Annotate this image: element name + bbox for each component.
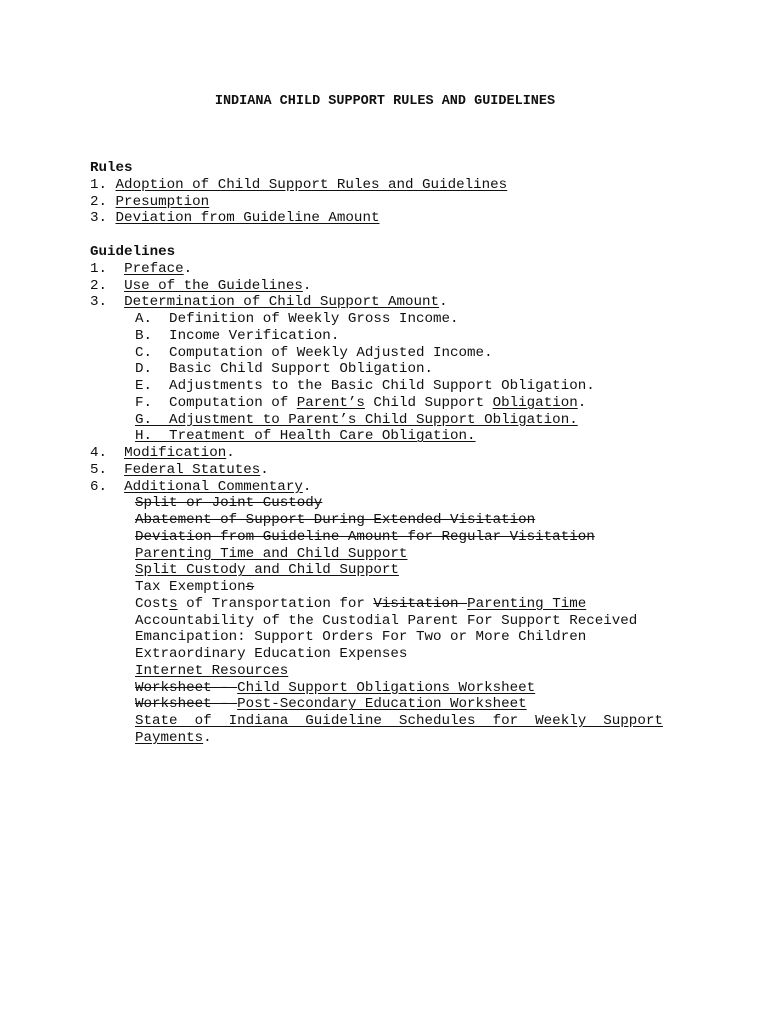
punct: . bbox=[226, 445, 235, 461]
rule-item bbox=[90, 210, 507, 227]
rule-link[interactable]: Adoption of Child Support Rules and Guidelines bbox=[115, 176, 508, 193]
commentary-item bbox=[90, 696, 663, 713]
commentary-item bbox=[90, 512, 663, 529]
deleted-text: Abatement of Support During Extended Visitation bbox=[135, 512, 536, 528]
deleted-text: s bbox=[245, 579, 255, 595]
commentary-item bbox=[90, 663, 663, 680]
guideline-link[interactable]: Preface bbox=[124, 260, 184, 277]
rules-section bbox=[90, 160, 507, 227]
inserted-text: s bbox=[169, 595, 178, 612]
guideline-link[interactable]: Use of the Guidelines bbox=[124, 277, 303, 294]
subsection-item bbox=[90, 412, 663, 429]
commentary-text: Tax Exemption bbox=[135, 579, 246, 595]
commentary-item bbox=[90, 596, 663, 613]
rules-heading: Rules bbox=[90, 160, 133, 176]
deleted-text: Worksheet - bbox=[135, 696, 238, 713]
guideline-link[interactable]: Federal Statutes bbox=[124, 461, 261, 478]
guideline-number: 1. bbox=[90, 260, 125, 277]
guideline-item bbox=[90, 278, 663, 295]
rule-number: 3. bbox=[90, 210, 116, 227]
punct: . bbox=[302, 277, 312, 294]
guideline-link[interactable]: Determination of Child Support Amount bbox=[124, 294, 440, 311]
guideline-number: 2. bbox=[90, 277, 125, 294]
commentary-item: Accountability of the Custodial Parent For Support Received bbox=[135, 612, 638, 629]
subsection-item: B. Income Verification. bbox=[135, 327, 340, 344]
deleted-text: Visitation bbox=[373, 595, 468, 612]
commentary-text: of Transportation for bbox=[177, 595, 374, 612]
punct: . bbox=[439, 294, 448, 311]
subsection-item: C. Computation of Weekly Adjusted Income. bbox=[135, 344, 493, 361]
subsection-item: D. Basic Child Support Obligation. bbox=[135, 361, 433, 378]
commentary-link[interactable]: Internet Resources bbox=[135, 662, 289, 679]
subsection-item bbox=[90, 395, 663, 412]
rule-item bbox=[90, 177, 507, 194]
commentary-item bbox=[90, 713, 663, 730]
rule-number: 2. bbox=[90, 193, 116, 210]
commentary-link[interactable]: Post-Secondary Education Worksheet bbox=[237, 696, 527, 713]
document-title: INDIANA CHILD SUPPORT RULES AND GUIDELINES bbox=[214, 94, 556, 109]
inserted-text: Parent’s bbox=[296, 394, 365, 411]
commentary-item bbox=[90, 680, 663, 697]
guideline-link[interactable]: Modification bbox=[124, 445, 227, 461]
guideline-link[interactable]: Additional Commentary bbox=[124, 478, 303, 495]
deleted-text: Split or Joint Custody bbox=[135, 495, 323, 512]
guidelines-section bbox=[90, 244, 663, 747]
punct: . bbox=[203, 729, 212, 746]
punct: . bbox=[183, 260, 193, 277]
rule-link[interactable]: Deviation from Guideline Amount bbox=[115, 210, 380, 227]
commentary-item bbox=[90, 562, 663, 579]
commentary-text: Cost bbox=[135, 595, 170, 612]
subsection-item: E. Adjustments to the Basic Child Support Obligation. bbox=[135, 378, 595, 394]
guideline-item bbox=[90, 294, 663, 311]
commentary-link[interactable]: Payments bbox=[135, 729, 204, 746]
guideline-number: 3. bbox=[90, 294, 125, 311]
deleted-text: Worksheet - bbox=[135, 679, 238, 696]
guideline-number: 6. bbox=[90, 478, 125, 495]
commentary-link[interactable]: Split Custody and Child Support bbox=[135, 562, 399, 579]
commentary-item bbox=[90, 730, 663, 747]
commentary-item bbox=[90, 579, 663, 596]
subsection-text: F. Computation of bbox=[135, 394, 297, 411]
guideline-item bbox=[90, 445, 663, 462]
commentary-item: Extraordinary Education Expenses bbox=[135, 646, 408, 662]
commentary-item: Emancipation: Support Orders For Two or More Children bbox=[135, 629, 587, 646]
punct: . bbox=[577, 394, 587, 411]
subsection-text: Child Support bbox=[364, 394, 493, 411]
commentary-link[interactable]: Parenting Time and Child Support bbox=[135, 545, 408, 562]
rule-link[interactable]: Presumption bbox=[115, 193, 210, 210]
subsection-link[interactable]: G. Adjustment to Parent’s Child Support Obligation. bbox=[135, 411, 578, 428]
commentary-link[interactable]: State of Indiana Guideline Schedules for Weekly Support bbox=[135, 713, 663, 729]
rule-item bbox=[90, 194, 507, 211]
guideline-number: 5. bbox=[90, 461, 125, 478]
punct: . bbox=[302, 478, 312, 495]
punct: . bbox=[260, 461, 269, 478]
guideline-item bbox=[90, 261, 663, 278]
inserted-text: Obligation bbox=[492, 394, 578, 411]
guidelines-heading: Guidelines bbox=[90, 244, 176, 260]
guideline-number: 4. bbox=[90, 445, 125, 461]
commentary-link[interactable]: Child Support Obligations Worksheet bbox=[237, 679, 536, 696]
guideline-item bbox=[90, 479, 663, 496]
rule-number: 1. bbox=[90, 176, 116, 193]
commentary-item bbox=[90, 495, 663, 512]
subsection-link[interactable]: H. Treatment of Health Care Obligation. bbox=[135, 428, 476, 445]
deleted-text: Deviation from Guideline Amount for Regular Visitation bbox=[135, 528, 595, 545]
commentary-item bbox=[90, 546, 663, 563]
commentary-item bbox=[90, 529, 663, 546]
subsection-item bbox=[90, 428, 663, 445]
subsection-item: A. Definition of Weekly Gross Income. bbox=[135, 311, 459, 327]
guideline-item bbox=[90, 462, 663, 479]
inserted-text: Parenting Time bbox=[467, 595, 587, 612]
